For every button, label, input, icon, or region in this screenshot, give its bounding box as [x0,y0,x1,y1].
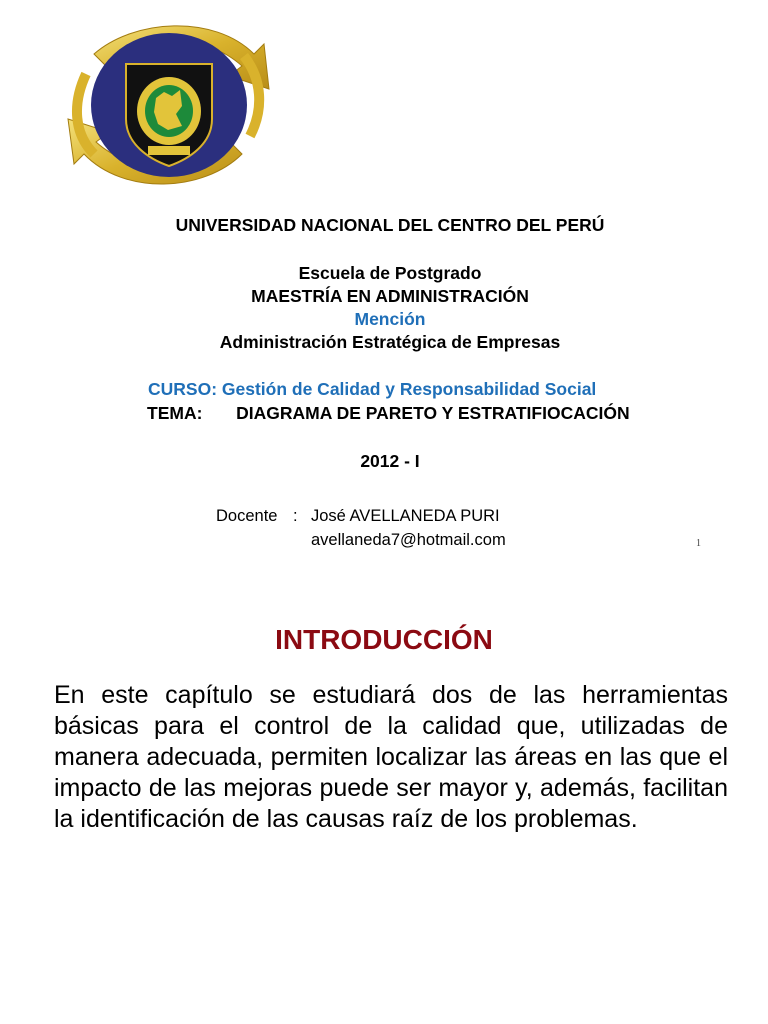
university-seal-logo [64,14,272,196]
intro-slide [0,595,768,1024]
topic-line [147,402,630,424]
teacher-name: José AVELLANEDA PURI [311,507,500,525]
year: 2012 - I [360,451,420,471]
topic-text: DIAGRAMA DE PARETO Y ESTRATIFIOCACIÓN [236,403,630,423]
program-name: MAESTRÍA EN ADMINISTRACIÓN [251,286,529,306]
course-line: CURSO: Gestión de Calidad y Responsabilidad Social [148,379,597,399]
school-name: Escuela de Postgrado [298,263,482,283]
teacher-email: avellaneda7@hotmail.com [311,531,506,549]
teacher-separator: : [293,507,298,525]
teacher-label: Docente [216,507,278,525]
mention-label: Mención [354,309,426,329]
topic-label: TEMA: [147,403,203,423]
page-number: 1 [696,538,701,549]
university-name: UNIVERSIDAD NACIONAL DEL CENTRO DEL PERÚ [175,215,605,235]
intro-title: INTRODUCCIÓN [275,624,493,655]
intro-paragraph: En este capítulo se estudiará dos de las herramientas básicas para el control de la calidad que, utilizadas de manera adecuada, permiten localizar las áreas en las que el impacto de las mejoras puede ser mayor y, además, facilitan la identificación de las causas raíz de los problemas. [54,681,728,833]
mention-name: Administración Estratégica de Empresas [219,332,561,352]
